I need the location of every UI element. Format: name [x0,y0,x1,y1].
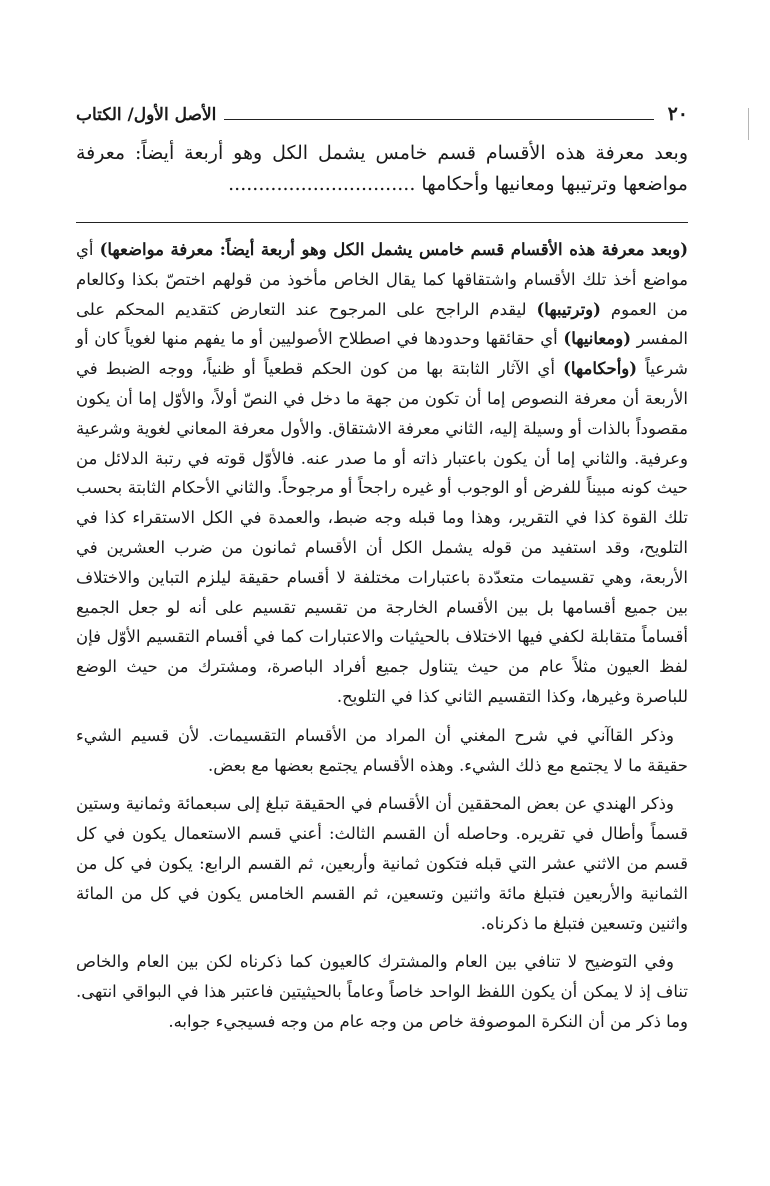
section-divider [76,222,688,223]
header-rule [224,119,653,120]
commentary-text: أي مواضع أخذ تلك الأقسام واشتقاقها كما يقال الخاص مأخوذ من قولهم اختصّ بكذا وكالعام من العموم [76,240,688,319]
quoted-matn: (وبعد معرفة هذه الأقسام قسم خامس يشمل الكل وهو أربعة أيضاً: معرفة مواضعها) [99,240,689,259]
running-title: الأصل الأول/ الكتاب [76,105,217,125]
commentary-text: أي الآثار الثابتة بها من كون الحكم قطعياً أو ظنياً، ووجه الضبط في الأربعة أن معرفة النصوص إما أن تكون من جهة ما دخل في النصّ أولاً، والأوّل إما أن يكون مقصوداً بالذات أو وسيلة إليه، الثاني معرفة الاشتقاق. والأول معرفة المعاني لغوية وشرعية وعرفية. والثاني إما أن يكون باعتبار ذاته أو ما صدر عنه. فالأوّل قوته في رتبة الدلائل من حيث كونه مبيناً للفرض أو الوجوب أو غيره راجحاً أو مرجوحاً. والثاني الأحكام الثابتة بحسب تلك القوة كذا في التقرير، وهذا وما قبله وجه ضبط، والعمدة في الكل الاستقراء كذا في التلويح، وقد استفيد من قوله يشمل الكل أن الأقسام ثمانون من ضرب العشرين في الأربعة، وهي تقسيمات متعدّدة باعتبارات مختلفة لا أقسام حقيقة ليلزم التباين والاختلاف بين جميع أقسامها بل بين الأقسام الخارجة من تقسيم تقسيم على أنه لو جعل الجميع أقساماً متقابلة لكفي فيها الاختلاف بالحيثيات والاعتبارات كما في أقسام التقسيم الأوّل فإن لفظ العيون مثلاً عام من حيث يتناول جميع أفراد الباصرة، ومشترك من حيث الوضع للباصرة وغيرها، وكذا التقسيم الثاني كذا في التلويح. [76,359,688,706]
quoted-matn: (وترتيبها) [536,299,601,319]
commentary-paragraph-2: وذكر القاآني في شرح المغني أن المراد من الأقسام التقسيمات. لأن قسيم الشيء حقيقة ما لا يجتمع مع ذلك الشيء. وهذه الأقسام يجتمع بعضها مع بعض. [76,725,688,775]
matn-body: وبعد معرفة هذه الأقسام قسم خامس يشمل الكل وهو أربعة أيضاً: معرفة مواضعها وترتيبها ومعانيها وأحكامها [76,142,688,195]
matn-text [76,138,688,200]
commentary-paragraph-4: وفي التوضيح لا تنافي بين العام والمشترك كالعيون كما ذكرناه لكن بين العام والخاص تناف إذ لا يمكن أن يكون اللفظ الواحد خاصاً وعاماً بالحيثيتين فاعتبر هذا في البواقي انتهى. وما ذكر من أن النكرة الموصوفة خاص من وجه عام من وجه فسيجيء جوابه. [76,952,688,1031]
matn-dots: ............................... [228,173,416,195]
margin-mark [748,108,749,140]
commentary-paragraph-1 [76,235,688,712]
commentary-text: ليقدم الراجح على المرجوح عند التعارض كتقديم المحكم على المفسر [76,299,688,349]
commentary-text: أي حقائقها وحدودها في اصطلاح الأصوليين أو ما يفهم منها لغوياً كان أو شرعياً [76,329,689,379]
page-number: ٢٠ [667,103,688,125]
quoted-matn: (ومعانيها) [563,329,632,349]
quoted-matn: (وأحكامها) [563,359,638,379]
commentary [76,235,688,1037]
commentary-paragraph-3: وذكر الهندي عن بعض المحققين أن الأقسام في الحقيقة تبلغ إلى سبعمائة وثمانية وستين قسماً وأطال في تقريره. وحاصله أن القسم الثالث: أعني قسم الاستعمال يكون في كل قسم من الاثني عشر التي قبله فتكون ثمانية وأربعين، ثم القسم الرابع: يكون في كل من الثمانية والأربعين فتبلغ مائة واثنين وتسعين، ثم القسم الخامس يكون في كل من المائة واثنين وتسعين فتبلغ ما ذكرناه. [76,794,688,933]
page-header [76,96,688,124]
